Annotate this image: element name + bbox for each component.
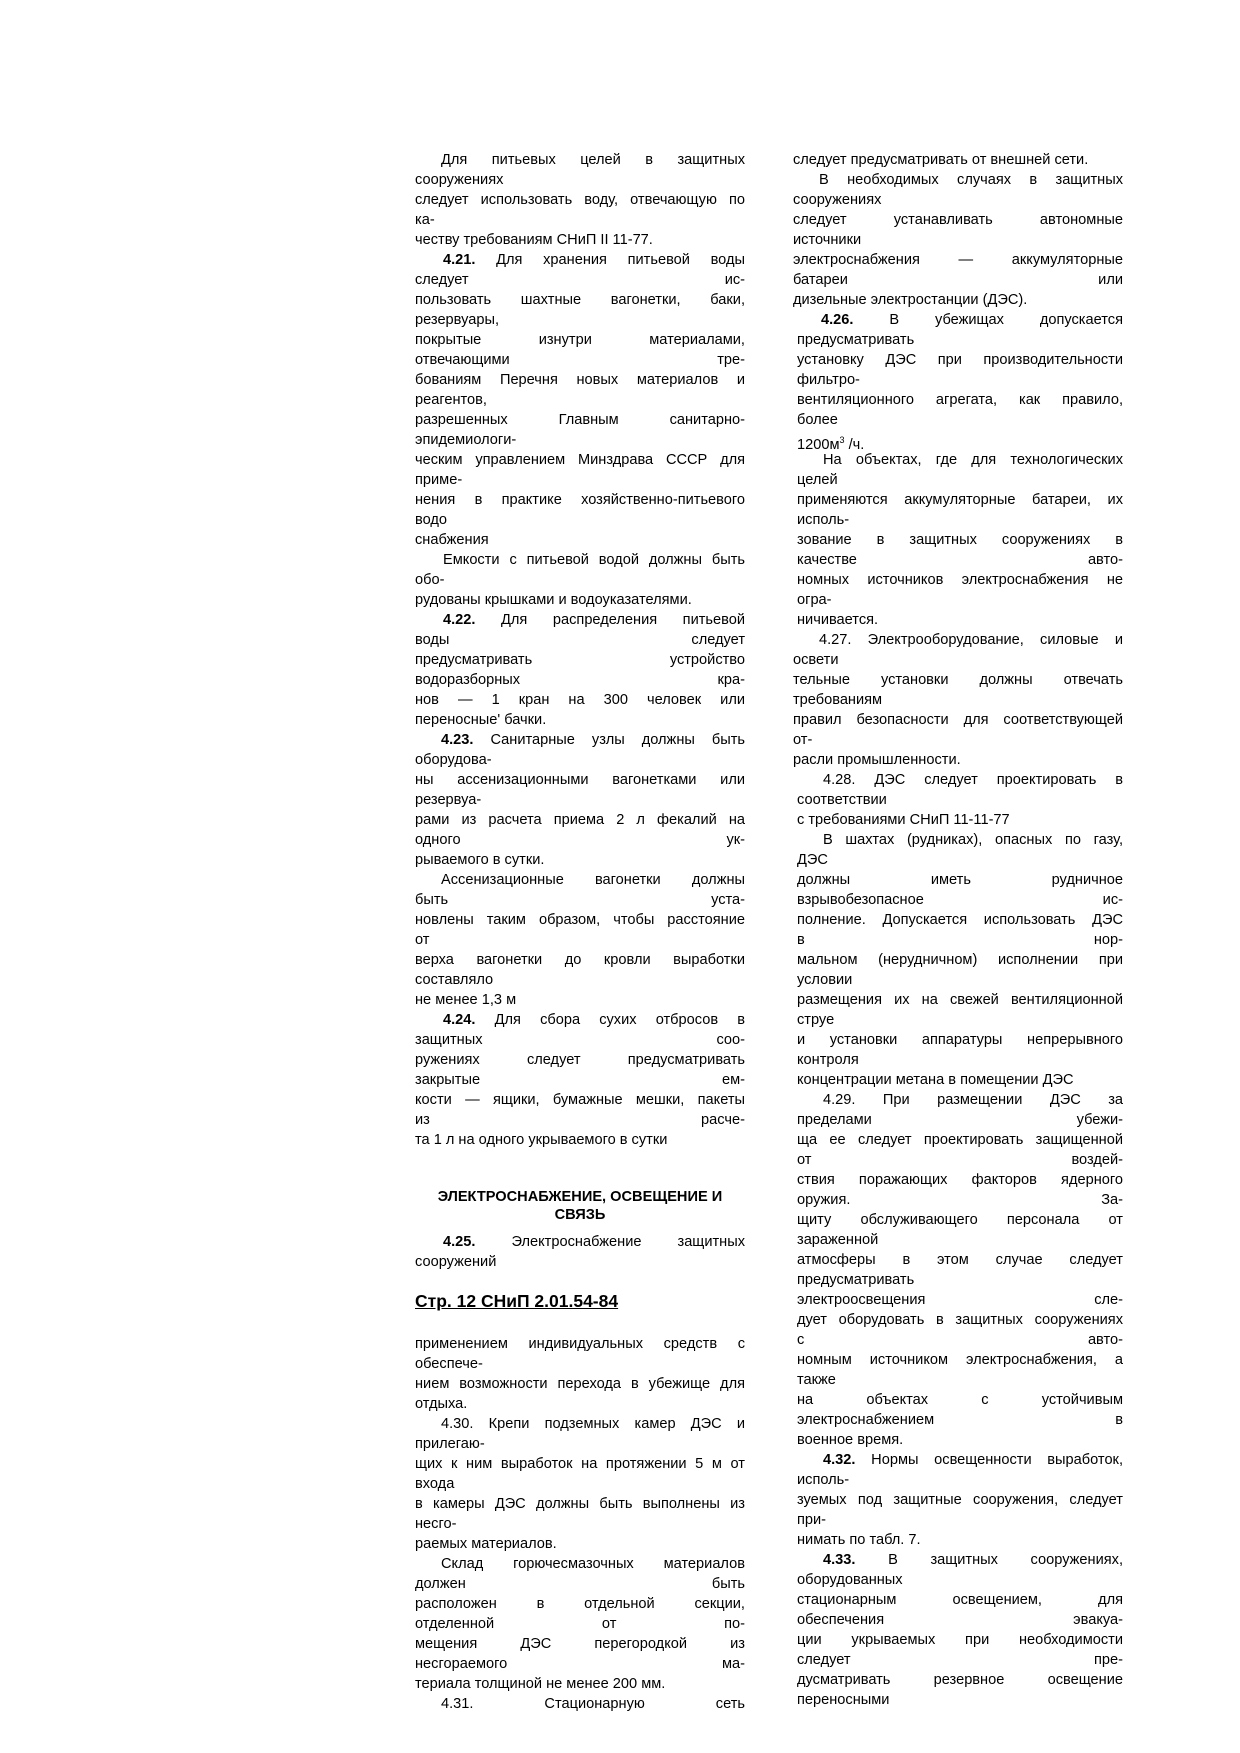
text-line: от xyxy=(415,932,430,948)
text-line: быть уста- xyxy=(415,892,745,908)
text-line: нимать по табл. 7. xyxy=(797,1532,921,1548)
section-heading xyxy=(415,1188,745,1224)
text-line: номных источников электроснабжения не xyxy=(797,572,1123,588)
text-line: В защитных сооружениях, xyxy=(888,1552,1123,1568)
text-line: защитных соо- xyxy=(415,1032,745,1048)
text-line: предусматривать xyxy=(797,1272,915,1288)
text-line: щих к ним выработок на протяжении 5 м от xyxy=(415,1456,745,1472)
text-line: резервуары, xyxy=(415,312,500,328)
text-line: 4.30. Крепи подземных камер ДЭС и xyxy=(441,1416,745,1432)
text-line: одного ук- xyxy=(415,832,745,848)
text-line: бованиям Перечня новых материалов и xyxy=(415,372,745,388)
text-line: реагентов, xyxy=(415,392,487,408)
paragraph-4-26-start xyxy=(793,310,1123,330)
paragraph-4-22-start xyxy=(415,610,745,630)
text-line: Склад горючесмазочных материалов xyxy=(441,1556,745,1572)
text-line: от воздей- xyxy=(797,1152,1123,1168)
page-reference-link[interactable]: Стр. 12 СНиП 2.01.54-84 xyxy=(415,1291,619,1311)
text-line: рами из расчета приема 2 л фекалий на xyxy=(415,812,745,828)
text-line: также xyxy=(797,1372,836,1388)
text-line: следует предусматривать от внешней сети. xyxy=(793,152,1089,168)
text-line: ны ассенизационными вагонетками или xyxy=(415,772,745,788)
text-line: атмосферы в этом случае следует xyxy=(797,1252,1123,1268)
text-line: соответствии xyxy=(797,792,887,808)
text-line: Санитарные узлы должны быть xyxy=(490,732,745,748)
text-line: Для хранения питьевой воды xyxy=(496,252,745,268)
text-line: обеспече- xyxy=(415,1356,483,1372)
text-line: обеспечения эвакуа- xyxy=(797,1612,1123,1628)
text-line: В убежищах допускается xyxy=(889,312,1123,328)
text-line: условии xyxy=(797,972,853,988)
text-line: и установки аппаратуры непрерывного xyxy=(797,1032,1123,1048)
text-line: электроснабжением в xyxy=(797,1412,1123,1428)
text-line: более xyxy=(797,412,838,428)
text-line: обо- xyxy=(415,572,445,588)
value-text: 1200м xyxy=(797,437,840,453)
text-line: новлены таким образом, чтобы расстояние xyxy=(415,912,745,928)
text-line: В необходимых случаях в защитных xyxy=(819,172,1123,188)
text-line: щиту обслуживающего персонала от xyxy=(797,1212,1123,1228)
text-line: взрывобезопасное ис- xyxy=(797,892,1123,908)
text-line: приме- xyxy=(415,472,463,488)
text-line: Для распределения питьевой xyxy=(501,612,745,628)
text-line: исполь- xyxy=(797,1472,850,1488)
text-line: правил безопасности для соответствующей xyxy=(793,712,1123,728)
text-line: 4.27. Электрооборудование, силовые и xyxy=(819,632,1123,648)
text-line: Емкости с питьевой водой должны быть xyxy=(443,552,745,568)
text-line: следует использовать воду, отвечающую по xyxy=(415,192,745,208)
text-line: предусматривать устройство xyxy=(415,652,745,668)
paragraph-4-23-start xyxy=(415,730,745,750)
text-line: контроля xyxy=(797,1052,859,1068)
text-line: зуемых под защитные сооружения, следует xyxy=(797,1492,1123,1508)
text-line: должен быть xyxy=(415,1576,745,1592)
text-line: дизельные электростанции (ДЭС). xyxy=(793,292,1028,308)
text-line: электроосвещения сле- xyxy=(797,1292,1123,1308)
section-heading-line: ЭЛЕКТРОСНАБЖЕНИЕ, ОСВЕЩЕНИЕ И xyxy=(437,1189,723,1205)
text-line: дует оборудовать в защитных сооружениях xyxy=(797,1312,1123,1328)
text-line: верха вагонетки до кровли выработки xyxy=(415,952,745,968)
text-line: вентиляционного агрегата, как правило, xyxy=(797,392,1123,408)
text-line: 4.28. ДЭС следует проектировать в xyxy=(823,772,1123,788)
text-line: концентрации метана в помещении ДЭС xyxy=(797,1072,1074,1088)
paragraph-4-32-start xyxy=(793,1450,1123,1470)
text-line: отвечающими тре- xyxy=(415,352,745,368)
text-line: воды следует xyxy=(415,632,745,648)
text-line: ДЭС xyxy=(797,852,828,868)
text-line: в камеры ДЭС должны быть выполнены из xyxy=(415,1496,745,1512)
text-line: ствия поражающих факторов ядерного xyxy=(797,1172,1123,1188)
text-line: должны иметь рудничное xyxy=(797,872,1123,888)
paragraph-4-33-start xyxy=(793,1550,1123,1570)
text-line: огра- xyxy=(797,592,832,608)
text-line: установку ДЭС при производительности xyxy=(797,352,1123,368)
text-line: батареи или xyxy=(793,272,1123,288)
text-line: полнение. Допускается использовать ДЭС xyxy=(797,912,1123,928)
text-line: покрытые изнутри материалами, xyxy=(415,332,745,348)
text-line: следует пре- xyxy=(797,1652,1123,1668)
text-line: переносные' бачки. xyxy=(415,712,547,728)
text-line: оборудова- xyxy=(415,752,492,768)
text-line: зараженной xyxy=(797,1232,879,1248)
text-line: пределами убежи- xyxy=(797,1112,1123,1128)
text-line: эпидемиологи- xyxy=(415,432,517,448)
text-line: рываемого в сутки. xyxy=(415,852,545,868)
text-line: отделенной от по- xyxy=(415,1616,745,1632)
text-line: нов — 1 кран на 300 человек или xyxy=(415,692,745,708)
text-line: снабжения xyxy=(415,532,489,548)
text-line: Для сбора сухих отбросов в xyxy=(494,1012,745,1028)
text-line: В шахтах (рудниках), опасных по газу, xyxy=(823,832,1123,848)
clause-number: 4.22. xyxy=(443,612,476,628)
text-line: 4.31. Стационарную сеть xyxy=(441,1696,745,1712)
text-line: следует ис- xyxy=(415,272,745,288)
text-line: с авто- xyxy=(797,1332,1123,1348)
text-line: применяются аккумуляторные батареи, их xyxy=(797,492,1123,508)
text-line: ции укрываемых при необходимости xyxy=(797,1632,1123,1648)
paragraph-4-25-start xyxy=(415,1232,745,1252)
text-line: ка- xyxy=(415,212,435,228)
text-line: при- xyxy=(797,1512,827,1528)
text-line: входа xyxy=(415,1476,455,1492)
text-line: закрытые ем- xyxy=(415,1072,745,1088)
text-line: мещения ДЭС перегородкой из xyxy=(415,1636,745,1652)
text-line: мальном (нерудничном) исполнении при xyxy=(797,952,1123,968)
left-column xyxy=(415,150,745,1714)
text-line: военное время. xyxy=(797,1432,904,1448)
text-line: расположен в отдельной секции, xyxy=(415,1596,745,1612)
section-heading-line: СВЯЗЬ xyxy=(554,1207,606,1223)
text-line: следует устанавливать автономные xyxy=(793,212,1123,228)
text-line: составляло xyxy=(415,972,494,988)
text-line: ческим управлением Минздрава СССР для xyxy=(415,452,745,468)
clause-number: 4.25. xyxy=(443,1234,476,1250)
text-line: фильтро- xyxy=(797,372,860,388)
text-line: разрешенных Главным санитарно- xyxy=(415,412,745,428)
right-column xyxy=(793,150,1123,1710)
text-line: зование в защитных сооружениях в xyxy=(797,532,1123,548)
text-line: несго- xyxy=(415,1516,457,1532)
text-line: териала толщиной не менее 200 мм. xyxy=(415,1676,666,1692)
text-line: Нормы освещенности выработок, xyxy=(871,1452,1123,1468)
text-line: применением индивидуальных средств с xyxy=(415,1336,745,1352)
text-line: резервуа- xyxy=(415,792,482,808)
text-line: прилегаю- xyxy=(415,1436,485,1452)
text-line: на объектах с устойчивым xyxy=(797,1392,1123,1408)
text-line: та 1 л на одного укрываемого в сутки xyxy=(415,1132,668,1148)
text-line: водоразборных кра- xyxy=(415,672,745,688)
text-line: тельные установки должны отвечать xyxy=(793,672,1123,688)
text-line: требованиям xyxy=(793,692,883,708)
text-line: качестве авто- xyxy=(797,552,1123,568)
text-line: 4.29. При размещении ДЭС за xyxy=(823,1092,1123,1108)
text-line: номным источником электроснабжения, а xyxy=(797,1352,1123,1368)
text-line: раемых материалов. xyxy=(415,1536,557,1552)
text-line: не менее 1,3 м xyxy=(415,992,517,1008)
text-line: предусматривать xyxy=(797,332,915,348)
text-line: целей xyxy=(797,472,838,488)
text-line: размещения их на свежей вентиляционной xyxy=(797,992,1123,1008)
text-line: оборудованных xyxy=(797,1572,903,1588)
text-line: с требованиями СНиП 11-11-77 xyxy=(797,812,1010,828)
text-line: от- xyxy=(793,732,813,748)
text-line: водо xyxy=(415,512,448,528)
text-line: нения в практике хозяйственно-питьевого xyxy=(415,492,745,508)
text-line: в нор- xyxy=(797,932,1123,948)
text-line: рудованы крышками и водоуказателями. xyxy=(415,592,692,608)
text-line: электроснабжения — аккумуляторные xyxy=(793,252,1123,268)
text-line: кости — ящики, бумажные мешки, пакеты xyxy=(415,1092,745,1108)
text-line: Электроснабжение защитных xyxy=(511,1234,745,1250)
text-line: переносными xyxy=(797,1692,890,1708)
text-line: источники xyxy=(793,232,862,248)
text-line: из расче- xyxy=(415,1112,745,1128)
text-line: освети xyxy=(793,652,839,668)
text-line: пользовать шахтные вагонетки, баки, xyxy=(415,292,745,308)
unit-text: /ч. xyxy=(844,437,865,453)
clause-number: 4.33. xyxy=(823,1552,856,1568)
text-line: ща ее следует проектировать защищенной xyxy=(797,1132,1123,1148)
clause-number: 4.26. xyxy=(821,312,854,328)
text-line: несгораемого ма- xyxy=(415,1656,745,1672)
text-line: Ассенизационные вагонетки должны xyxy=(441,872,745,888)
text-line: стационарным освещением, для xyxy=(797,1592,1123,1608)
text-line: сооружений xyxy=(415,1254,497,1270)
airflow-value xyxy=(793,430,1123,453)
text-line: отдыха. xyxy=(415,1396,468,1412)
paragraph-4-24-start xyxy=(415,1010,745,1030)
text-line: ружениях следует предусматривать xyxy=(415,1052,745,1068)
text-line: оружия. За- xyxy=(797,1192,1123,1208)
text-line: струе xyxy=(797,1012,835,1028)
text-line: дусматривать резервное освещение xyxy=(797,1672,1123,1688)
text-line: расли промышленности. xyxy=(793,752,961,768)
clause-number: 4.23. xyxy=(441,732,474,748)
clause-number: 4.32. xyxy=(823,1452,856,1468)
text-line: Для питьевых целей в защитных xyxy=(441,152,745,168)
text-line: нием возможности перехода в убежище для xyxy=(415,1376,745,1392)
text-line: сооружениях xyxy=(793,192,882,208)
superscript: 3 xyxy=(839,435,845,445)
text-line: исполь- xyxy=(797,512,850,528)
text-line: сооружениях xyxy=(415,172,504,188)
clause-number: 4.24. xyxy=(443,1012,476,1028)
text-line: На объектах, где для технологических xyxy=(823,452,1123,468)
paragraph-4-21-start xyxy=(415,250,745,270)
text-line: ничивается. xyxy=(797,612,879,628)
clause-number: 4.21. xyxy=(443,252,476,268)
text-line: честву требованиям СНиП II 11-77. xyxy=(415,232,653,248)
